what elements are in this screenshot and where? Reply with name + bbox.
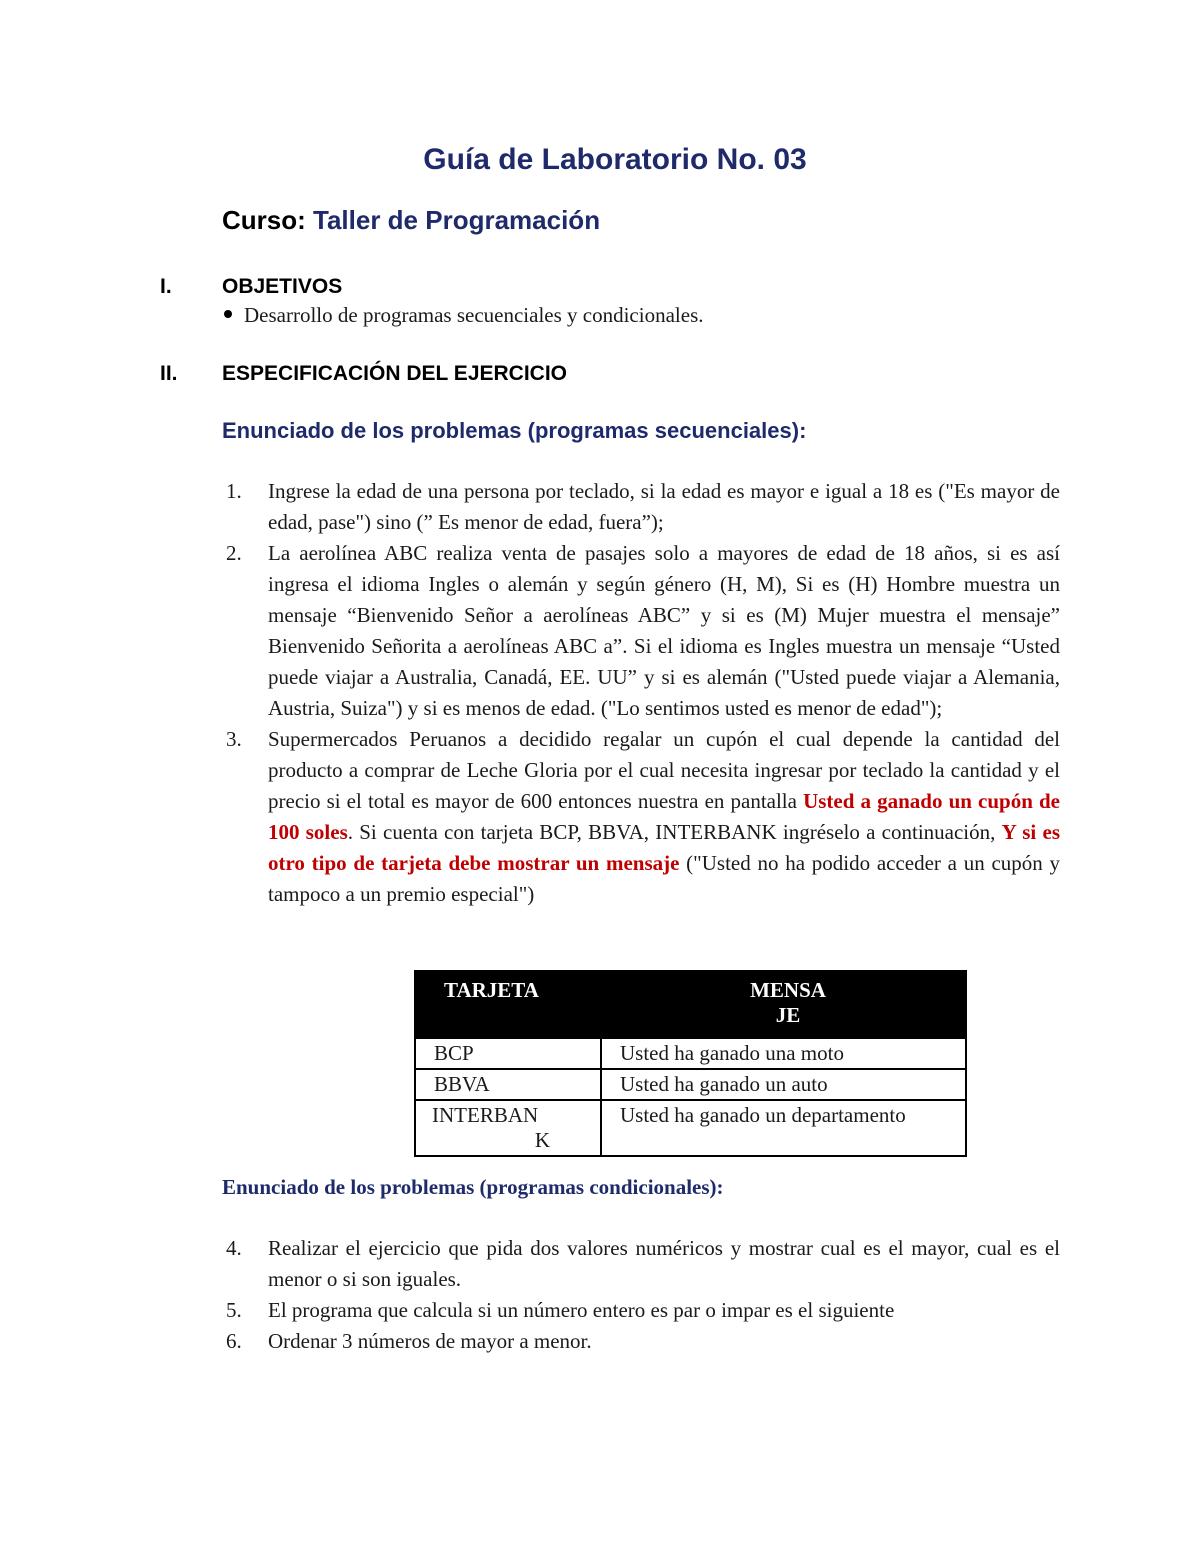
sequential-problem-list — [222, 476, 1060, 910]
highlight-text: Y si es otro tipo de tarjeta debe mostrar un mensaje — [268, 820, 1061, 875]
problem-number: 4. — [226, 1236, 242, 1260]
header-mensaje-line1: MENSA — [750, 978, 826, 1002]
problem-text: . Si cuenta con tarjeta BCP, BBVA, INTERBANK ingréselo a continuación, — [347, 820, 1002, 844]
table-row — [415, 1038, 966, 1069]
card-cell — [415, 1100, 601, 1156]
card-cell-line1: INTERBAN — [432, 1103, 539, 1127]
problem-item — [222, 538, 1060, 724]
problem-text: Ordenar 3 números de mayor a menor. — [268, 1329, 592, 1353]
card-cell-line2: K — [534, 1128, 550, 1152]
course-line — [222, 205, 600, 236]
conditional-heading: Enunciado de los problemas (programas condicionales): — [222, 1175, 724, 1199]
message-cell: Usted ha ganado una moto — [601, 1038, 966, 1069]
table-row — [415, 1069, 966, 1100]
problem-item — [222, 1295, 1060, 1326]
course-name: Taller de Programación — [313, 205, 601, 235]
section-title: ESPECIFICACIÓN DEL EJERCICIO — [222, 362, 568, 385]
problem-text: Ingrese la edad de una persona por teclado, si la edad es mayor e igual a 18 es ("Es mayor de edad, pase") sino (” Es menor de edad, fuera”); — [268, 479, 1060, 534]
conditional-problem-list — [222, 1233, 1060, 1357]
table-row — [415, 1100, 966, 1156]
course-label: Curso: — [222, 205, 306, 235]
problem-text: Realizar el ejercicio que pida dos valores numéricos y mostrar cual es el mayor, cual es el menor o si son iguales. — [268, 1236, 1060, 1291]
header-mensaje-line2: JE — [775, 1003, 801, 1027]
bullet-icon — [224, 310, 232, 318]
problem-number: 2. — [226, 541, 242, 565]
section-number: I. — [160, 275, 172, 298]
header-tarjeta: TARJETA — [415, 971, 601, 1038]
section-title: OBJETIVOS — [222, 275, 343, 298]
problem-number: 3. — [226, 727, 242, 751]
sequential-heading: Enunciado de los problemas (programas secuenciales): — [222, 418, 807, 443]
message-cell: Usted ha ganado un auto — [601, 1069, 966, 1100]
problem-text: El programa que calcula si un número entero es par o impar es el siguiente — [268, 1298, 895, 1322]
objective-text: Desarrollo de programas secuenciales y condicionales. — [244, 303, 704, 327]
card-message-table — [414, 970, 967, 1157]
problem-number: 5. — [226, 1298, 242, 1322]
message-cell: Usted ha ganado un departamento — [601, 1100, 966, 1156]
problem-item — [222, 1233, 1060, 1295]
highlight-text: Usted a ganado un cupón de 100 soles — [268, 789, 1060, 844]
card-cell: BBVA — [415, 1069, 601, 1100]
problem-item — [222, 1326, 1060, 1357]
problem-text: La aerolínea ABC realiza venta de pasajes solo a mayores de edad de 18 años, si es así ingresa el idioma Ingles o alemán y según género (H, M), Si es (H) Hombre muestra un mensaje “Bienvenido Señor a aerolíneas ABC” y si es (M) Mujer muestra el mensaje” Bienvenido Señorita a aerolíneas ABC a”. Si el idioma es Ingles muestra un mensaje “Usted puede viajar a Australia, Canadá, EE. UU” y si es alemán ("Usted puede viajar a Alemania, Austria, Suiza") y si es menos de edad. ("Lo sentimos usted es menor de edad"); — [268, 541, 1060, 720]
table-header-row — [415, 971, 966, 1038]
section-number: II. — [160, 362, 178, 385]
problem-item — [222, 476, 1060, 538]
section-objetivos — [160, 275, 342, 299]
section-especificacion — [160, 362, 567, 386]
objective-bullet — [224, 303, 704, 328]
problem-item — [222, 724, 1060, 910]
page-title: Guía de Laboratorio No. 03 — [423, 143, 807, 176]
problem-text: Supermercados Peruanos a decidido regalar un cupón el cual depende la cantidad del producto a comprar de Leche Gloria por el cual necesita ingresar por teclado la cantidad y el precio si el total es mayor de 600 entonces nuestra en pantalla — [268, 727, 1060, 813]
problem-text: ("Usted no ha podido acceder a un cupón y tampoco a un premio especial") — [268, 851, 1060, 906]
header-mensaje — [601, 971, 966, 1038]
card-cell: BCP — [415, 1038, 601, 1069]
problem-number: 1. — [226, 479, 242, 503]
problem-number: 6. — [226, 1329, 242, 1353]
